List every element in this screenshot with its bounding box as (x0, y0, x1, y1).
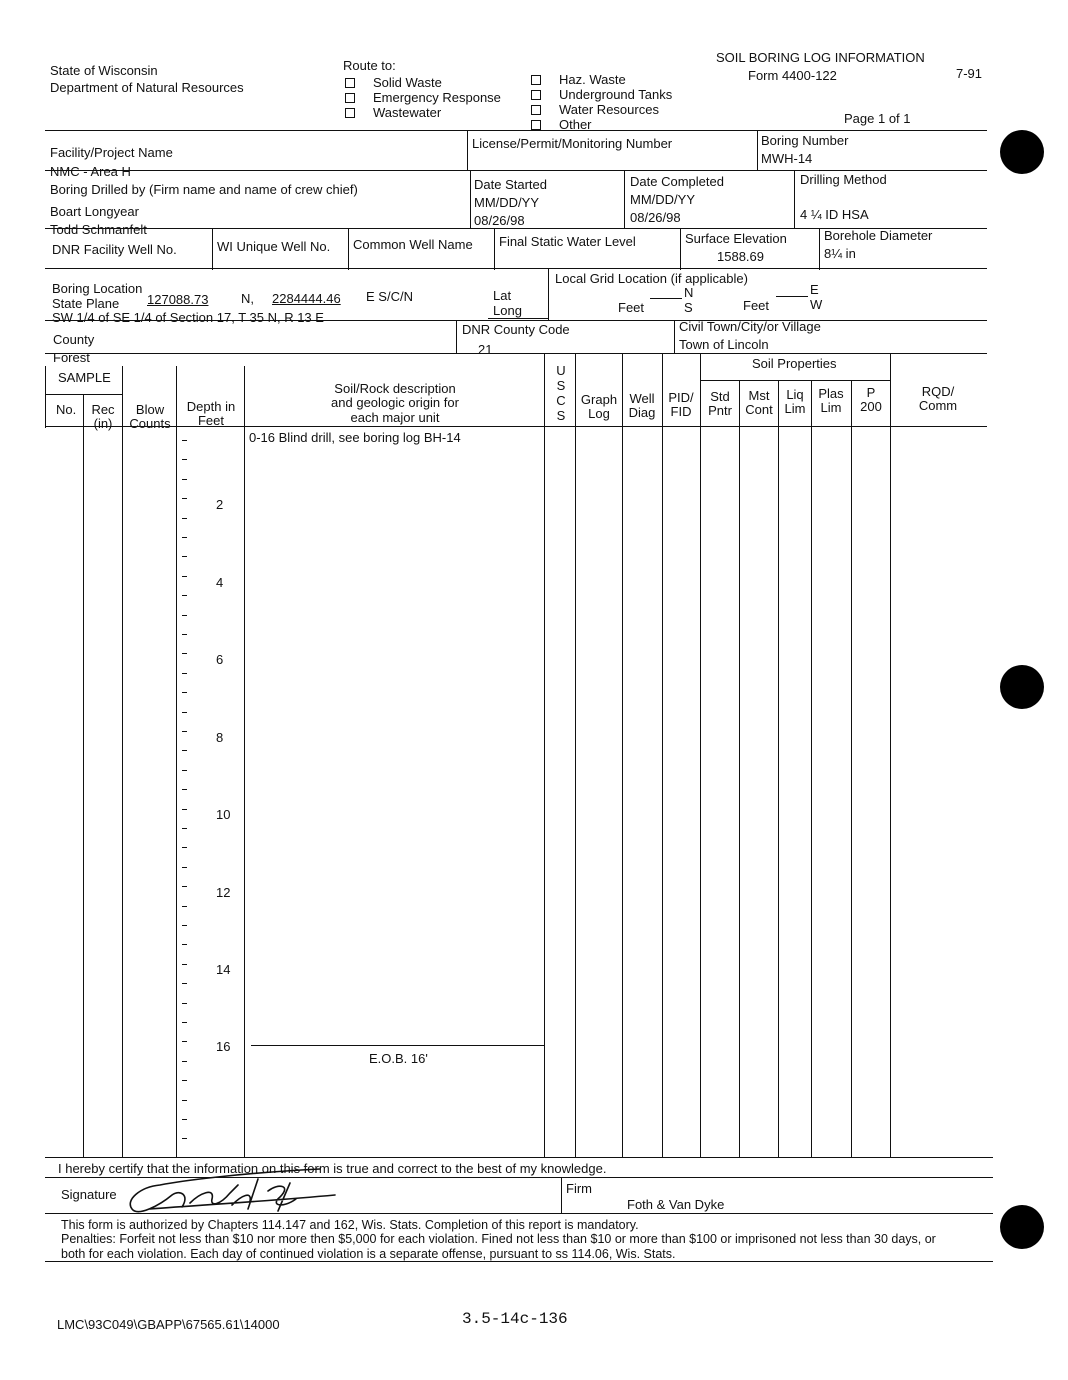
drilled-by-label: Boring Drilled by (Firm name and name of crew chief) (50, 182, 358, 197)
form-revision: 7-91 (956, 66, 983, 81)
file-path: LMC\93C049\GBAPP\67565.61\14000 (57, 1317, 280, 1332)
punch-hole (1000, 1205, 1044, 1249)
civil-town-label: Civil Town/City/or Village (679, 319, 821, 334)
date-started-label: Date Started (474, 177, 547, 192)
route-to-label: Route to: (343, 58, 396, 73)
depth-tick (182, 498, 187, 499)
date-completed-value: 08/26/98 (630, 210, 681, 225)
checkbox[interactable] (531, 75, 541, 85)
depth-label: 6 (216, 652, 224, 667)
col-rec: Rec (in) (91, 402, 115, 432)
depth-tick (182, 692, 187, 693)
depth-tick (182, 459, 187, 460)
boring-number-label: Boring Number (761, 133, 849, 148)
depth-tick (182, 440, 187, 441)
depth-tick (182, 479, 187, 480)
depth-tick (182, 828, 187, 829)
col-graph-log: Graph Log (580, 392, 618, 422)
checkbox[interactable] (531, 120, 541, 130)
static-water-label: Final Static Water Level (499, 234, 636, 249)
penalties-line-1: Penalties: Forfeit not less than $10 nor more then $5,000 for each violation. Fined not less than $10 or more than $100 or imprisoned not less than 30 days, or (61, 1232, 936, 1246)
col-p200: P 200 (860, 385, 882, 415)
checkbox[interactable] (531, 90, 541, 100)
signature-label: Signature (61, 1187, 117, 1202)
col-plas-lim: Plas Lim (818, 386, 844, 416)
depth-tick (182, 1138, 187, 1139)
surface-elevation-value: 1588.69 (717, 249, 764, 264)
depth-tick (182, 847, 187, 848)
state-plane-east: 2284444.46 (272, 291, 341, 306)
end-of-boring: E.O.B. 16' (369, 1051, 428, 1066)
soil-description-entry: 0-16 Blind drill, see boring log BH-14 (249, 430, 461, 445)
depth-tick (182, 809, 187, 810)
crew-chief: Todd Schmanfelt (50, 222, 147, 237)
col-liq-lim: Liq Lim (784, 387, 806, 417)
depth-tick (182, 770, 187, 771)
depth-tick (182, 1100, 187, 1101)
depth-tick (182, 867, 187, 868)
depth-tick (182, 983, 187, 984)
depth-tick (182, 518, 187, 519)
date-completed-label: Date Completed (630, 174, 724, 189)
checkbox[interactable] (345, 93, 355, 103)
depth-tick (182, 925, 187, 926)
south-grid-label: S (684, 300, 693, 315)
depth-tick (182, 1061, 187, 1062)
route-option-emergency[interactable]: Emergency Response (345, 90, 501, 105)
firm-value: Foth & Van Dyke (627, 1197, 725, 1212)
section-description: SW 1/4 of SE 1/4 of Section 17, T 35 N, R 13 E (52, 310, 324, 325)
east-grid-label: E (810, 282, 819, 297)
depth-tick (182, 1041, 187, 1042)
document-code: 3.5-14c-136 (462, 1310, 568, 1328)
col-blow: Blow Counts (129, 402, 171, 432)
date-completed-format: MM/DD/YY (630, 192, 695, 207)
authorization-statement: This form is authorized by Chapters 114.147 and 162, Wis. Stats. Completion of this report is mandatory. (61, 1218, 639, 1232)
west-grid-label: W (810, 297, 823, 312)
col-mst-cont: Mst Cont (745, 388, 773, 418)
drilling-method-label: Drilling Method (800, 172, 887, 187)
dnr-county-code-value: 21 (478, 342, 493, 357)
east-suffix: E S/C/N (366, 289, 413, 304)
north-suffix: N, (241, 291, 254, 306)
depth-tick (182, 964, 187, 965)
sample-label: SAMPLE (58, 370, 111, 385)
route-option-underground-tanks[interactable]: Underground Tanks (531, 87, 672, 102)
depth-label: 4 (216, 575, 224, 590)
depth-tick (182, 615, 187, 616)
depth-tick (182, 944, 187, 945)
route-option-haz-waste[interactable]: Haz. Waste (531, 72, 672, 87)
signature-image (120, 1165, 350, 1220)
depth-tick (182, 556, 187, 557)
depth-tick (182, 1119, 187, 1120)
col-depth: Depth in Feet (186, 399, 236, 429)
route-option-wastewater[interactable]: Wastewater (345, 105, 501, 120)
col-pid-fid: PID/ FID (668, 390, 694, 420)
route-left-options (345, 75, 501, 120)
local-grid-label: Local Grid Location (if applicable) (555, 271, 748, 286)
date-started-format: MM/DD/YY (474, 195, 539, 210)
long-label: Long (493, 303, 522, 318)
common-well-label: Common Well Name (353, 237, 473, 252)
depth-tick (182, 576, 187, 577)
borehole-diameter-value: 8¼ in (824, 246, 856, 261)
facility-value: NMC - Area H (50, 164, 131, 179)
firm-label: Firm (566, 1181, 592, 1196)
lat-label: Lat (493, 288, 512, 303)
col-description: Soil/Rock description and geologic origin for each major unit (331, 381, 459, 425)
depth-tick (182, 731, 187, 732)
route-option-other[interactable]: Other (531, 117, 672, 132)
route-option-solid-waste[interactable]: Solid Waste (345, 75, 501, 90)
license-label: License/Permit/Monitoring Number (472, 136, 673, 151)
depth-tick (182, 634, 187, 635)
drilling-method-value: 4 ¼ ID HSA (800, 207, 869, 222)
col-uscs: U S C S (556, 363, 566, 423)
depth-label: 2 (216, 497, 224, 512)
col-no: No. (56, 402, 77, 417)
checkbox[interactable] (345, 78, 355, 88)
route-option-water-resources[interactable]: Water Resources (531, 102, 672, 117)
civil-town-value: Town of Lincoln (679, 337, 769, 352)
depth-tick (182, 673, 187, 674)
drilling-firm: Boart Longyear (50, 204, 139, 219)
route-right-options (531, 72, 672, 132)
county-value: Forest (53, 350, 90, 365)
depth-tick (182, 653, 187, 654)
depth-label: 12 (216, 885, 231, 900)
wi-unique-label: WI Unique Well No. (217, 239, 331, 254)
rule (45, 130, 987, 131)
depth-tick (182, 712, 187, 713)
punch-hole (1000, 130, 1044, 174)
depth-tick (182, 1022, 187, 1023)
certification-statement: I hereby certify that the information on this form is true and correct to the best of my knowledge. (58, 1161, 607, 1176)
dnr-well-label: DNR Facility Well No. (52, 242, 177, 257)
facility-label: Facility/Project Name (50, 145, 173, 160)
checkbox[interactable] (531, 105, 541, 115)
depth-tick (182, 1080, 187, 1081)
depth-tick (182, 906, 187, 907)
form-title: SOIL BORING LOG INFORMATION (716, 50, 925, 65)
soil-properties-label: Soil Properties (752, 356, 837, 371)
punch-hole (1000, 665, 1044, 709)
state-plane-label: State Plane (52, 296, 120, 311)
depth-label: 10 (216, 807, 231, 822)
dnr-county-code-label: DNR County Code (462, 322, 570, 337)
page-number: Page 1 of 1 (844, 111, 911, 126)
depth-tick (182, 750, 187, 751)
north-grid-label: N (684, 285, 694, 300)
depth-tick (182, 537, 187, 538)
penalties-line-2: both for each violation. Each day of continued violation is a separate offense, pursuant to ss 114.06, Wis. Stats. (61, 1247, 676, 1261)
boring-number-value: MWH-14 (761, 151, 813, 166)
feet-label-1: Feet (618, 300, 645, 315)
depth-tick (182, 886, 187, 887)
depth-tick (182, 595, 187, 596)
checkbox[interactable] (345, 108, 355, 118)
col-rqd-comm: RQD/ Comm (918, 384, 958, 414)
county-label: County (53, 332, 95, 347)
col-well-diag: Well Diag (628, 391, 656, 421)
depth-label: 14 (216, 962, 231, 977)
department-name: Department of Natural Resources (50, 80, 244, 95)
surface-elevation-label: Surface Elevation (685, 231, 787, 246)
state-name: State of Wisconsin (50, 63, 158, 78)
boring-location-label: Boring Location (52, 281, 143, 296)
form-number: Form 4400-122 (748, 68, 837, 83)
depth-tick (182, 1003, 187, 1004)
borehole-diameter-label: Borehole Diameter (824, 228, 933, 243)
col-std-pntr: Std Pntr (708, 389, 732, 419)
depth-label: 8 (216, 730, 224, 745)
feet-label-2: Feet (743, 298, 770, 313)
date-started-value: 08/26/98 (474, 213, 525, 228)
depth-label: 16 (216, 1039, 231, 1054)
depth-tick (182, 789, 187, 790)
state-plane-north: 127088.73 (147, 292, 209, 307)
